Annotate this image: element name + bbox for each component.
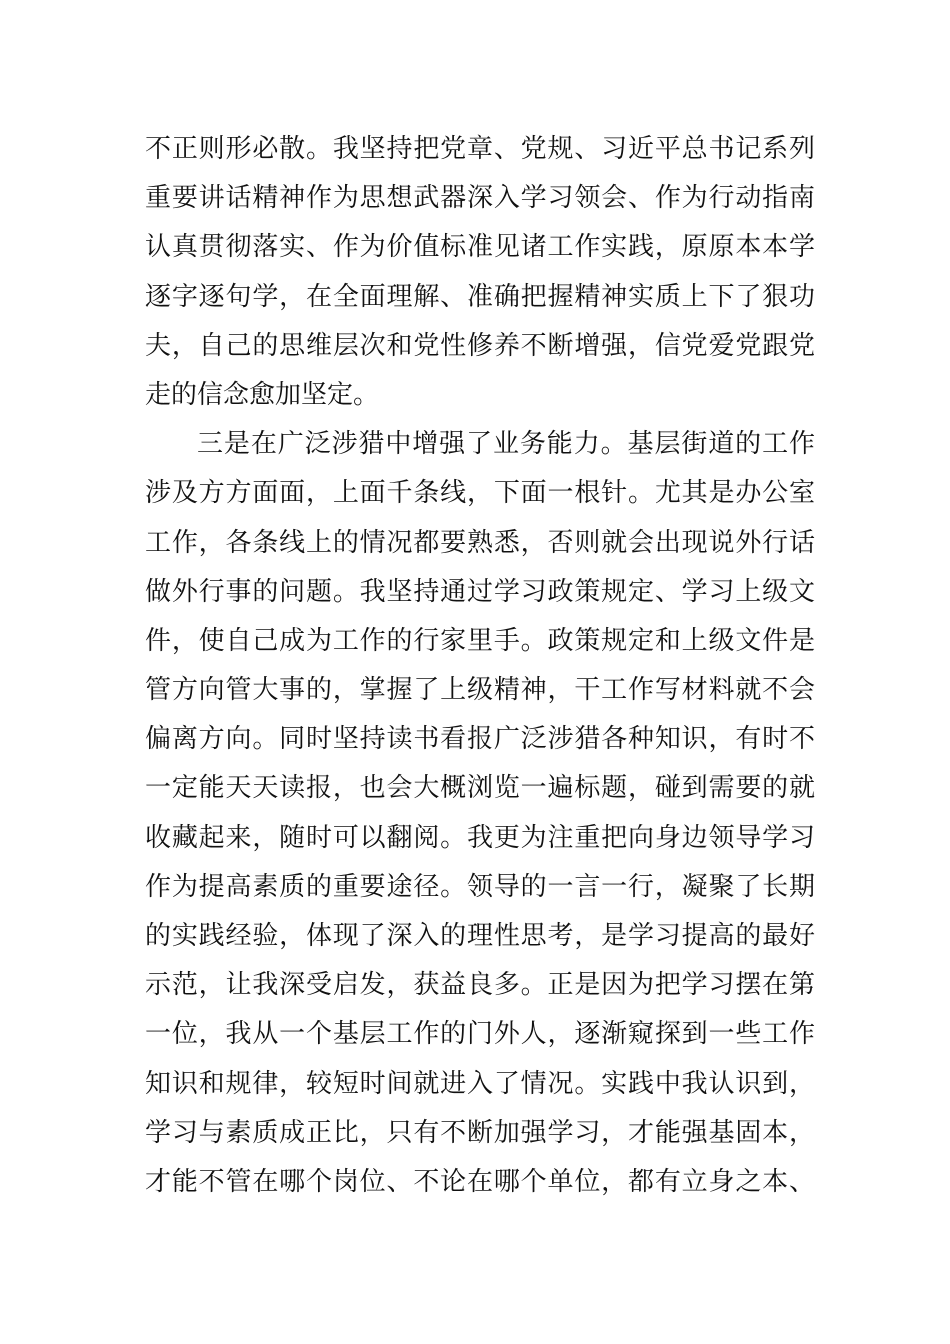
paragraph-2-line-16: 才能不管在哪个岗位、不论在哪个单位，都有立身之本、 (145, 1166, 815, 1197)
paragraph-1-line-4: 逐字逐句学，在全面理解、准确把握精神实质上下了狠功 (145, 281, 815, 312)
paragraph-2-line-3: 工作，各条线上的情况都要熟悉，否则就会出现说外行话 (145, 527, 815, 558)
paragraph-1-line-6: 走的信念愈加坚定。 (145, 379, 380, 410)
paragraph-2-line-6: 管方向管大事的，掌握了上级精神，干工作写材料就不会 (145, 675, 815, 706)
paragraph-2-line-14: 知识和规律，较短时间就进入了情况。实践中我认识到， (145, 1068, 815, 1099)
paragraph-2-line-9: 收藏起来，随时可以翻阅。我更为注重把向身边领导学习 (145, 822, 815, 853)
paragraph-2-line-10: 作为提高素质的重要途径。领导的一言一行，凝聚了长期 (145, 871, 815, 902)
paragraph-1-line-3: 认真贯彻落实、作为价值标准见诸工作实践，原原本本学 (145, 232, 815, 263)
paragraph-2-line-7: 偏离方向。同时坚持读书看报广泛涉猎各种知识，有时不 (145, 724, 815, 755)
paragraph-2-line-8: 一定能天天读报，也会大概浏览一遍标题，碰到需要的就 (145, 773, 815, 804)
paragraph-2-line-4: 做外行事的问题。我坚持通过学习政策规定、学习上级文 (145, 576, 815, 607)
paragraph-2-line-15: 学习与素质成正比，只有不断加强学习，才能强基固本， (145, 1117, 815, 1148)
paragraph-1-line-2: 重要讲话精神作为思想武器深入学习领会、作为行动指南 (145, 183, 815, 214)
paragraph-1-line-1: 不正则形必散。我坚持把党章、党规、习近平总书记系列 (145, 134, 815, 164)
paragraph-1-line-5: 夫，自己的思维层次和党性修养不断增强，信党爱党跟党 (145, 330, 815, 361)
paragraph-2-line-13: 一位，我从一个基层工作的门外人，逐渐窥探到一些工作 (145, 1019, 815, 1050)
paragraph-2-line-2: 涉及方方面面，上面千条线，下面一根针。尤其是办公室 (145, 478, 815, 509)
paragraph-2-line-11: 的实践经验，体现了深入的理性思考，是学习提高的最好 (145, 921, 815, 951)
paragraph-2-line-12: 示范，让我深受启发，获益良多。正是因为把学习摆在第 (145, 970, 815, 1001)
paragraph-2-line-1: 三是在广泛涉猎中增强了业务能力。基层街道的工作 (197, 429, 815, 460)
body-text (145, 125, 815, 1207)
paragraph-2-line-5: 件，使自己成为工作的行家里手。政策规定和上级文件是 (145, 625, 815, 656)
